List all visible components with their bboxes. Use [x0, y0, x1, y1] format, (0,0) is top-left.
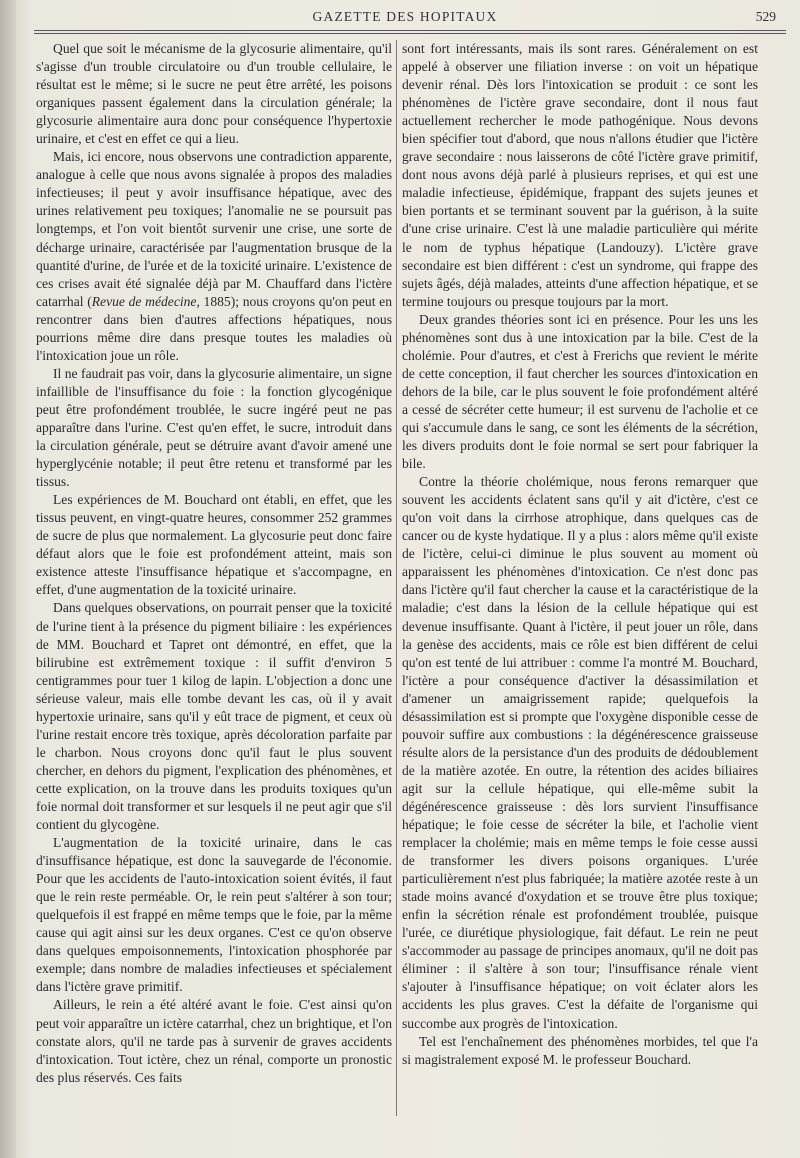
text-run: , 1885); nous croyons qu'on peut en rencontrer dans bien d'autres affections hépatiques, nous pourrions même dire dans presque toutes les maladies où l'intoxication joue un rôle.: [36, 293, 393, 363]
binding-spine: [0, 0, 16, 1158]
running-title: GAZETTE DES HOPITAUX: [312, 9, 498, 24]
column-divider: [396, 40, 397, 1116]
page-header: [30, 6, 780, 28]
page-number: 529: [755, 9, 776, 24]
right-column: [402, 40, 758, 1069]
paragraph: L'augmentation de la toxicité urinaire, dans le cas d'insuffisance hépatique, est donc la sauvegarde de l'économie. Pour que les accidents de l'auto-intoxication soient évités, il faut que le rein reste perméable. Or, le rein peut s'altérer à son tour; quelquefois il est frappé en même temps que le foie, par la même cause qui agit ainsi sur les deux organes. C'est ce qu'on observe dans quelques empoisonnements, l'intoxication phosphorée par exemple; dans nombre de maladies infectieuses et spécialement dans l'ictère grave primitif.: [36, 835, 392, 995]
paragraph: Dans quelques observations, on pourrait penser que la toxicité de l'urine tient à la présence du pigment biliaire : les expériences de MM. Bouchard et Tapret ont démontré, en effet, que la bilirubine est extrêmement toxique : il suffit d'environ 5 centigrammes pour tuer 1 kilog de lapin. L'objection a donc une sérieuse valeur, mais elle tombe devant les cas, où il y avait hypertoxie urinaire, sans qu'il y eût trace de pigment, et ceux où l'urine restait encore très toxique, après décoloration parfaite par le charbon. Nous croyons donc qu'il faut le plus souvent chercher, en dehors du pigment, l'explication des phénomènes, et cette explication, on la trouve dans les produits toxiques qu'un foie normal doit transformer et sur lesquels il ne peut agir que s'il contient du glycogène.: [36, 600, 392, 833]
paragraph: Contre la théorie cholémique, nous ferons remarquer que souvent les accidents éclatent sans qu'il y ait d'ictère, c'est ce qu'on voit dans la cirrhose atrophique, dans quelques cas de cancer ou de kyste hydatique. Il y a plus : alors même qu'il existe de l'ictère, celui-ci diminue le plus souvent au moment où apparaissent les phénomènes d'intoxication. Ce n'est donc pas dans l'ictère qu'il faut chercher la cause et la caractéristique de la maladie; c'est dans la lésion de la cellule hépatique qui est devenue insuffisante. Quant à l'ictère, il peut jouer un rôle, dans la genèse des accidents, mais ce rôle est bien différent de celui qu'on est tenté de lui attribuer : comme l'a montré M. Bouchard, l'ictère a pour conséquence d'activer la désassimilation et d'amener un amaigrissement rapide; quelquefois la désassimilation est si prompte que l'oxygène disponible cesse de pouvoir suffire aux combustions : la dégénérescence graisseuse résulte alors de la persistance d'un des produits de dédoublement de la matière azotée. En outre, la rétention des acides biliaires agit sur la cellule hépatique, qui elle-même subit la dégénérescence graisseuse : dès lors survient l'insuffisance hépatique; le foie cesse de sécréter la bile, et l'acholie vient remplacer la cholémie; mais en même temps le foie cesse aussi de transformer les divers poisons organiques. L'urée particulièrement n'est plus fabriquée; la matière azotée reste à un stade moins avancé d'oxydation et se trouve être plus toxique; enfin la sécrétion rénale est profondément troublée, puisque l'urée, ce diurétique physiologique, fait défaut. Le rein ne peut s'accommoder au passage de principes anomaux, qu'il ne doit pas éliminer : il s'altère à son tour; l'insuffisance rénale vient s'ajouter à l'insuffisance hépatique; on voit éclater alors les accidents les plus graves. C'est la défaite de l'organisme qui succombe aux progrès de l'intoxication.: [402, 474, 758, 1031]
left-column: [36, 40, 392, 1087]
paragraph: Tel est l'enchaînement des phénomènes morbides, tel que l'a si magistralement exposé M. le professeur Bouchard.: [402, 1033, 758, 1067]
paragraph: Il ne faudrait pas voir, dans la glycosurie alimentaire, un signe infaillible de l'insuffisance du foie : la fonction glycogénique peut être profondément troublée, le sucre ingéré peut ne pas apparaître dans l'urine. C'est qu'en effet, le sucre, introduit dans la circulation générale, peut se détruire avant d'avoir amené une hyperglycénie notable; il peut être retenu et transformé par les tissus.: [36, 365, 392, 490]
paragraph: Deux grandes théories sont ici en présence. Pour les uns les phénomènes sont dus à une intoxication par la bile. C'est de la cholémie. Pour d'autres, et c'est à Frerichs que revient le mérite de cette conception, il faut chercher les sources d'intoxication en dehors de la bile, car le plus souvent le foie profondément altéré a cessé de sécréter cette humeur; il est survenu de l'acholie et ce qui s'accumule dans le sang, ce sont les éléments de la sécrétion, les divers produits dont le foie normal se sert pour fabriquer la bile.: [402, 311, 758, 472]
paragraph: sont fort intéressants, mais ils sont rares. Généralement on est appelé à observer une filiation inverse : on voit un hépatique devenir rénal. Dès lors l'intoxication se produit : ce sont les phénomènes de l'ictère grave secondaire, dont il nous faut actuellement rechercher le mode pathogénique. Nous devons bien spécifier tout d'abord, que nous n'allons étudier que l'ictère grave secondaire : nous laisserons de côté l'ictère grave primitif, dont nous avons déjà parlé à plusieurs reprises, et qui est une maladie infectieuse, épidémique, frappant des sujets jeunes et bien portants et se terminant souvent par la guérison, à la suite d'une crise urinaire. C'est là une maladie particulière qui mérite le nom de typhus hépatique (Landouzy). L'ictère grave secondaire est bien différent : c'est un syndrome, qui frappe des sujets âgés, déjà malades, atteints d'une affection hépatique, et se termine toujours ou presque toujours par la mort.: [402, 41, 758, 309]
header-rule-bottom: [34, 33, 786, 34]
paragraph: Ailleurs, le rein a été altéré avant le foie. C'est ainsi qu'on peut voir apparaître un ictère catarrhal, chez un brightique, et l'on constate alors, qu'il ne tarde pas à survenir de graves accidents d'intoxication. Tout ictère, chez un rénal, comporte un pronostic des plus réservés. Ces faits: [36, 997, 392, 1085]
paragraph: Les expériences de M. Bouchard ont établi, en effet, que les tissus peuvent, en vingt-quatre heures, consommer 252 grammes de sucre de plus que normalement. La glycosurie peut donc faire défaut alors que le foie est profondément atteint, mais son existence atteste l'insuffisance hépatique et s'accompagne, en effet, d'une augmentation de la toxicité urinaire.: [36, 492, 392, 598]
paragraph: Quel que soit le mécanisme de la glycosurie alimentaire, qu'il s'agisse d'un trouble circulatoire ou d'un trouble cellulaire, le résultat est le même; si le sucre ne peut être arrêté, les poisons organiques passent également dans la circulation générale; la glycosurie alimentaire aura donc pour conséquence l'hypertoxie urinaire, et c'est en effet ce qui a lieu.: [36, 41, 392, 147]
journal-title: Revue de médecine: [91, 293, 197, 309]
header-rule-top: [34, 30, 786, 31]
text-run: Mais, ici encore, nous observons une contradiction apparente, analogue à celle que nous avons signalée à propos des maladies infectieuses; il peut y avoir insuffisance hépatique, avec des urines relativement peu toxiques; l'anomalie ne se poursuit pas longtemps, et l'on voit bientôt survenir une crise, une sorte de décharge urinaire, caractérisée par l'augmentation brusque de la quantité d'urine, de l'urée et de la toxicité urinaire. L'existence de ces crises avait été signalée déjà par M. Chauffard dans l'ictère catarrhal (: [36, 149, 392, 309]
paragraph: [36, 148, 392, 365]
